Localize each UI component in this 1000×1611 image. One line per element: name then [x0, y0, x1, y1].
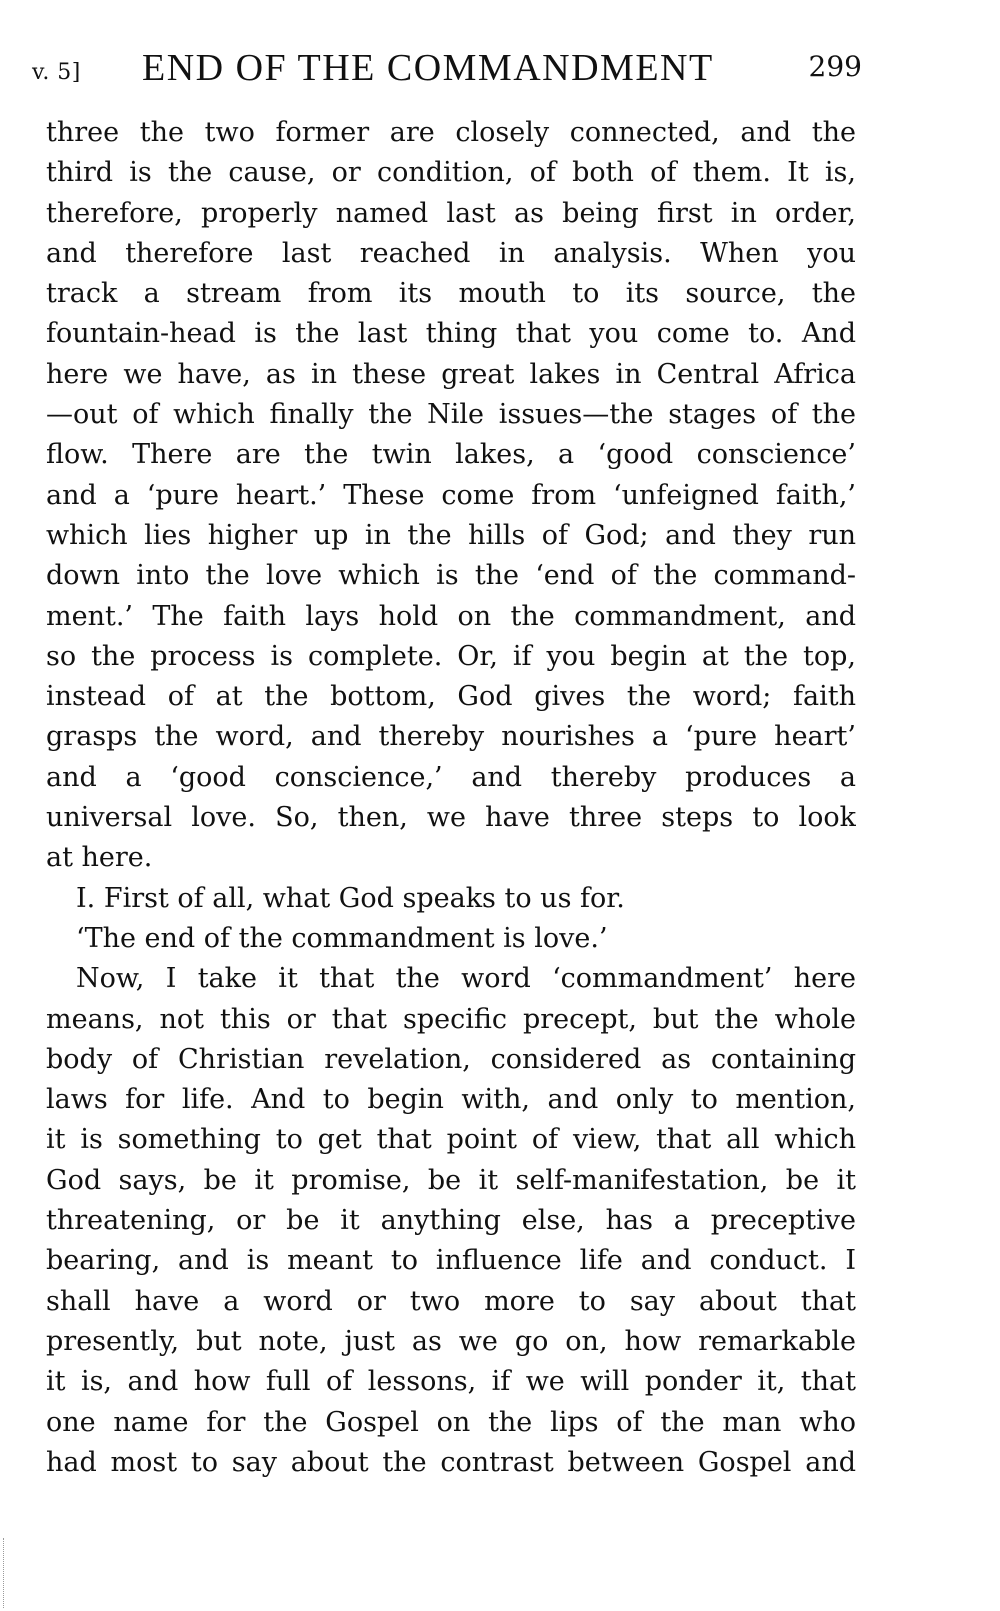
text-line: third is the cause, or condition, of both of them. It is, — [46, 157, 856, 189]
text-line: which lies higher up in the hills of God; and they run — [46, 519, 856, 551]
text-line: Now, I take it that the word ‘commandment’ here — [76, 963, 856, 995]
text-line: had most to say about the contrast between Gospel and — [46, 1446, 856, 1478]
text-line: bearing, and is meant to influence life and conduct. I — [46, 1245, 856, 1277]
text-line: threatening, or be it anything else, has a preceptive — [46, 1205, 856, 1237]
text-line: God says, be it promise, be it self-manifestation, be it — [46, 1164, 856, 1196]
page-title: END OF THE COMMANDMENT — [142, 47, 714, 89]
text-line: flow. There are the twin lakes, a ‘good conscience’ — [46, 439, 856, 471]
text-line: so the process is complete. Or, if you begin at the top, — [46, 640, 856, 672]
text-line: —out of which finally the Nile issues—the stages of the — [46, 399, 856, 431]
text-line: and therefore last reached in analysis. When you — [46, 237, 856, 269]
text-line: here we have, as in these great lakes in Central Africa — [46, 358, 856, 390]
section-heading: I. First of all, what God speaks to us for. — [76, 882, 625, 914]
text-line: down into the love which is the ‘end of the command- — [46, 560, 856, 592]
text-line: grasps the word, and thereby nourishes a ‘pure heart’ — [46, 721, 856, 753]
text-line: presently, but note, just as we go on, how remarkable — [46, 1325, 856, 1357]
text-line: and a ‘good conscience,’ and thereby produces a — [46, 761, 856, 793]
text-line: and a ‘pure heart.’ These come from ‘unfeigned faith,’ — [46, 479, 856, 511]
text-line: means, not this or that specific precept, but the whole — [46, 1003, 856, 1035]
text-line: laws for life. And to begin with, and only to mention, — [46, 1084, 856, 1116]
text-line: therefore, properly named last as being first in order, — [46, 197, 856, 229]
scripture-quote: ‘The end of the commandment is love.’ — [76, 922, 608, 954]
text-line: body of Christian revelation, considered as containing — [46, 1043, 856, 1075]
running-header — [32, 46, 862, 96]
verse-reference: v. 5] — [32, 60, 81, 85]
text-line: instead of at the bottom, God gives the word; faith — [46, 681, 856, 713]
text-line: universal love. So, then, we have three steps to look — [46, 802, 856, 834]
text-line: one name for the Gospel on the lips of the man who — [46, 1406, 856, 1438]
text-line: it is, and how full of lessons, if we will ponder it, that — [46, 1366, 856, 1398]
page-number: 299 — [808, 50, 862, 83]
text-line: track a stream from its mouth to its source, the — [46, 278, 856, 310]
scan-margin-mark — [3, 1538, 6, 1608]
text-line: at here. — [46, 842, 153, 874]
text-line: ment.’ The faith lays hold on the commandment, and — [46, 600, 856, 632]
text-line: three the two former are closely connected, and the — [46, 117, 856, 148]
text-line: it is something to get that point of view, that all which — [46, 1124, 856, 1156]
text-line: fountain-head is the last thing that you come to. And — [46, 318, 856, 350]
text-line: shall have a word or two more to say about that — [46, 1285, 856, 1317]
body-text — [46, 113, 856, 1483]
